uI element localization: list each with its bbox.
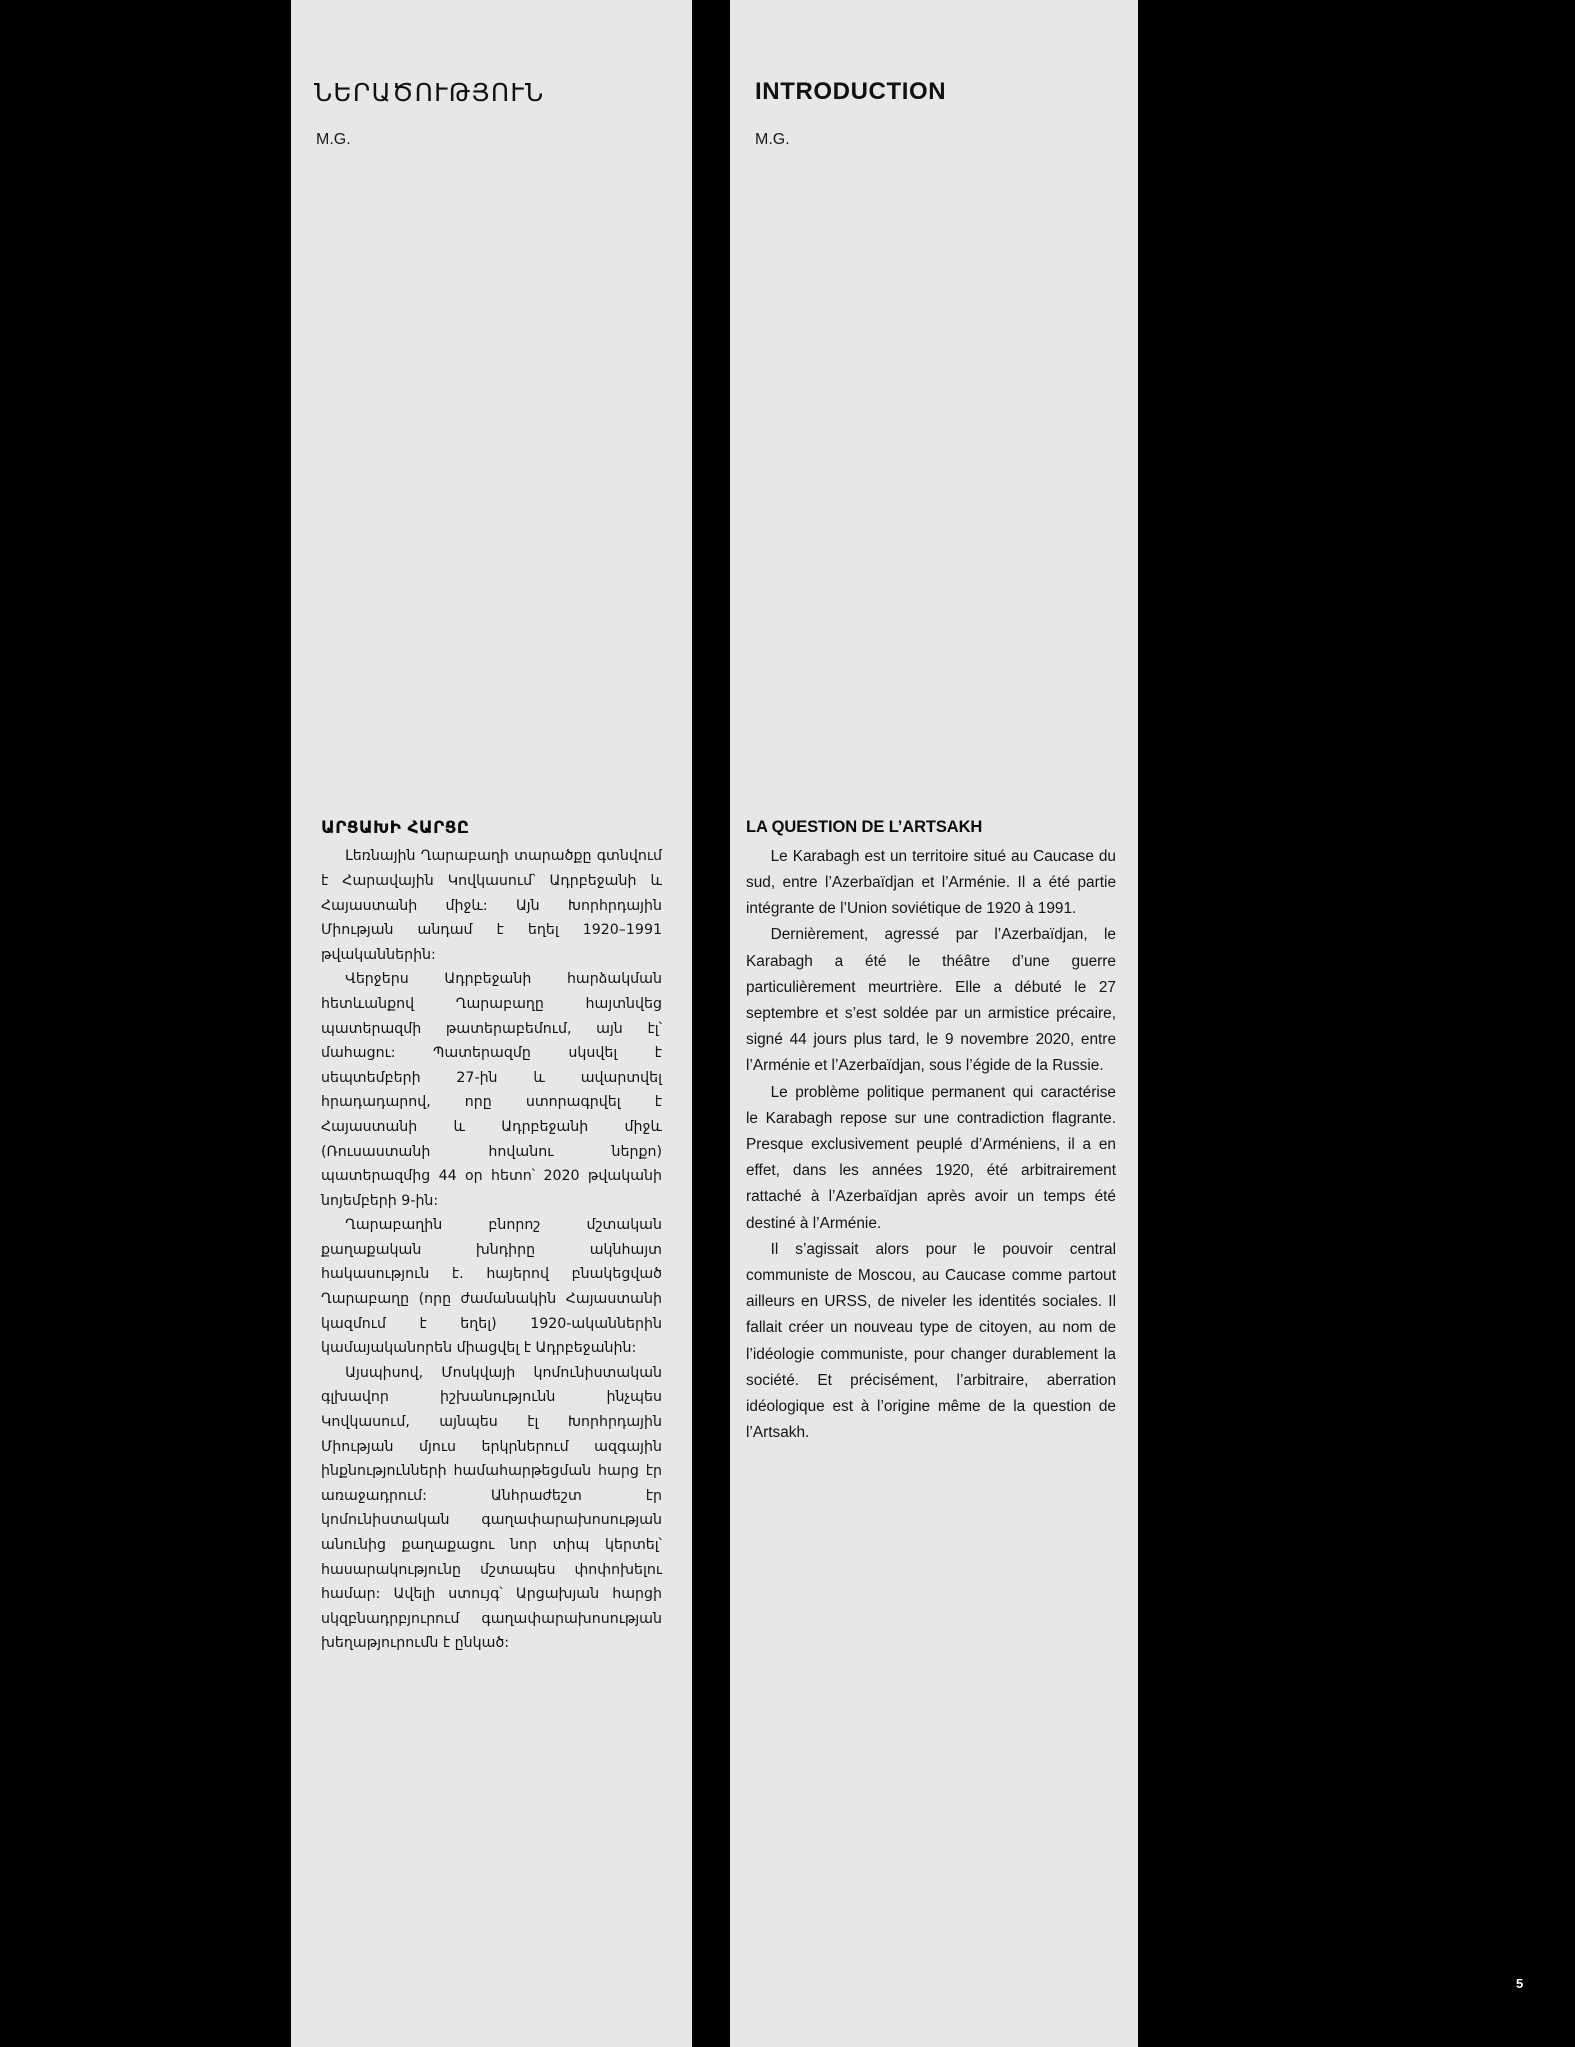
section-armenian: [291, 818, 692, 1656]
paragraph: Լեռնային Ղարաբաղի տարածքը գտնվում է Հարավային Կովկասում՝ Ադրբեջանի և Հայաստանի միջև: Այն Խորհրդային Միության անդամ է եղել 1920–1991 թվականներին:: [321, 848, 662, 963]
paragraph: Il s’agissait alors pour le pouvoir central communiste de Moscou, au Caucase comme partout ailleurs en URSS, de niveler les identités sociales. Il fallait créer un nouveau type de citoyen, au nom de l’idéologie communiste, pour changer durablement la société. Et précisément, l’arbitraire, aberration idéologique est à l’origine même de la question de l’Artsakh.: [746, 1240, 1116, 1442]
page-number: 5: [1516, 1976, 1524, 1991]
page-title-armenian: ՆԵՐԱԾՈՒԹՅՈՒՆ: [314, 78, 545, 107]
paragraph: Վերջերս Ադրբեջանի հարձակման հետևանքով Ղարաբաղը հայտնվեց պատերազմի թատերաբեմում, այն էլ՝ մահացու: Պատերազմը սկսվել է սեպտեմբերի 27-ին և ավարտվել հրադադարով, որը ստորագրվել է Հայաստանի և Ադրբեջանի միջև (Ռուսաստանի հովանու ներքո) պատերազմից 44 օր հետո՝ 2020 թվականի նոյեմբերի 9-ին:: [321, 971, 662, 1209]
byline-french: M.G.: [755, 131, 790, 148]
section-body-french: [730, 844, 1138, 1447]
byline-armenian: M.G.: [316, 131, 351, 148]
paragraph: Le problème politique permanent qui caractérise le Karabagh repose sur une contradiction flagrante. Presque exclusivement peuplé d’Arméniens, il a en effet, dans les années 1920, été arbitrairement rattaché à l’Azerbaïdjan après avoir un temps été destiné à l’Arménie.: [746, 1083, 1116, 1232]
paragraph: Այսպիսով, Մոսկվայի կոմունիստական գլխավոր իշխանությունն ինչպես Կովկասում, այնպես էլ Խորհրդային Միության մյուս երկրներում ազգային ինքնությունների համահարթեցման հարց էր առաջադրում: Անհրաժեշտ էր կոմունիստական գաղափարախոսության անունից քաղաքացու նոր տիպ կերտել՝ հասարակությունը մշտապես փոփոխելու համար: Ավելի ստույգ՝ Արցախյան հարցի սկզբնադրբյուրում գաղափարախոսության խեղաթյուրումն է ընկած:: [321, 1364, 662, 1652]
section-heading-armenian: ԱՐՑԱԽԻ ՀԱՐՑԸ: [321, 818, 470, 838]
page-title-french: INTRODUCTION: [755, 78, 947, 105]
paragraph: Dernièrement, agressé par l’Azerbaïdjan, le Karabagh a été le théâtre d’une guerre particulièrement meurtrière. Elle a débuté le 27 septembre et s’est soldée par un armistice précaire, signé 44 jours plus tard, le 9 novembre 2020, entre l’Arménie et l’Azerbaïdjan, sous l’égide de la Russie.: [746, 926, 1116, 1075]
section-french: [730, 818, 1138, 1446]
paragraph: Le Karabagh est un territoire situé au Caucase du sud, entre l’Azerbaïdjan et l’Arménie. Il a été partie intégrante de l’Union soviétique de 1920 à 1991.: [746, 847, 1116, 918]
section-body-armenian: [291, 844, 692, 1656]
paragraph: Ղարաբաղին բնորոշ մշտական քաղաքական խնդիրը ակնհայտ հակասություն է. հայերով բնակեցված Ղարաբաղը (որը ժամանակին Հայաստանի կազմում է եղել) 1920-ականներին կամայականորեն միացվել է Ադրբեջանին:: [321, 1217, 662, 1357]
section-heading-french: LA QUESTION DE L’ARTSAKH: [746, 818, 983, 836]
